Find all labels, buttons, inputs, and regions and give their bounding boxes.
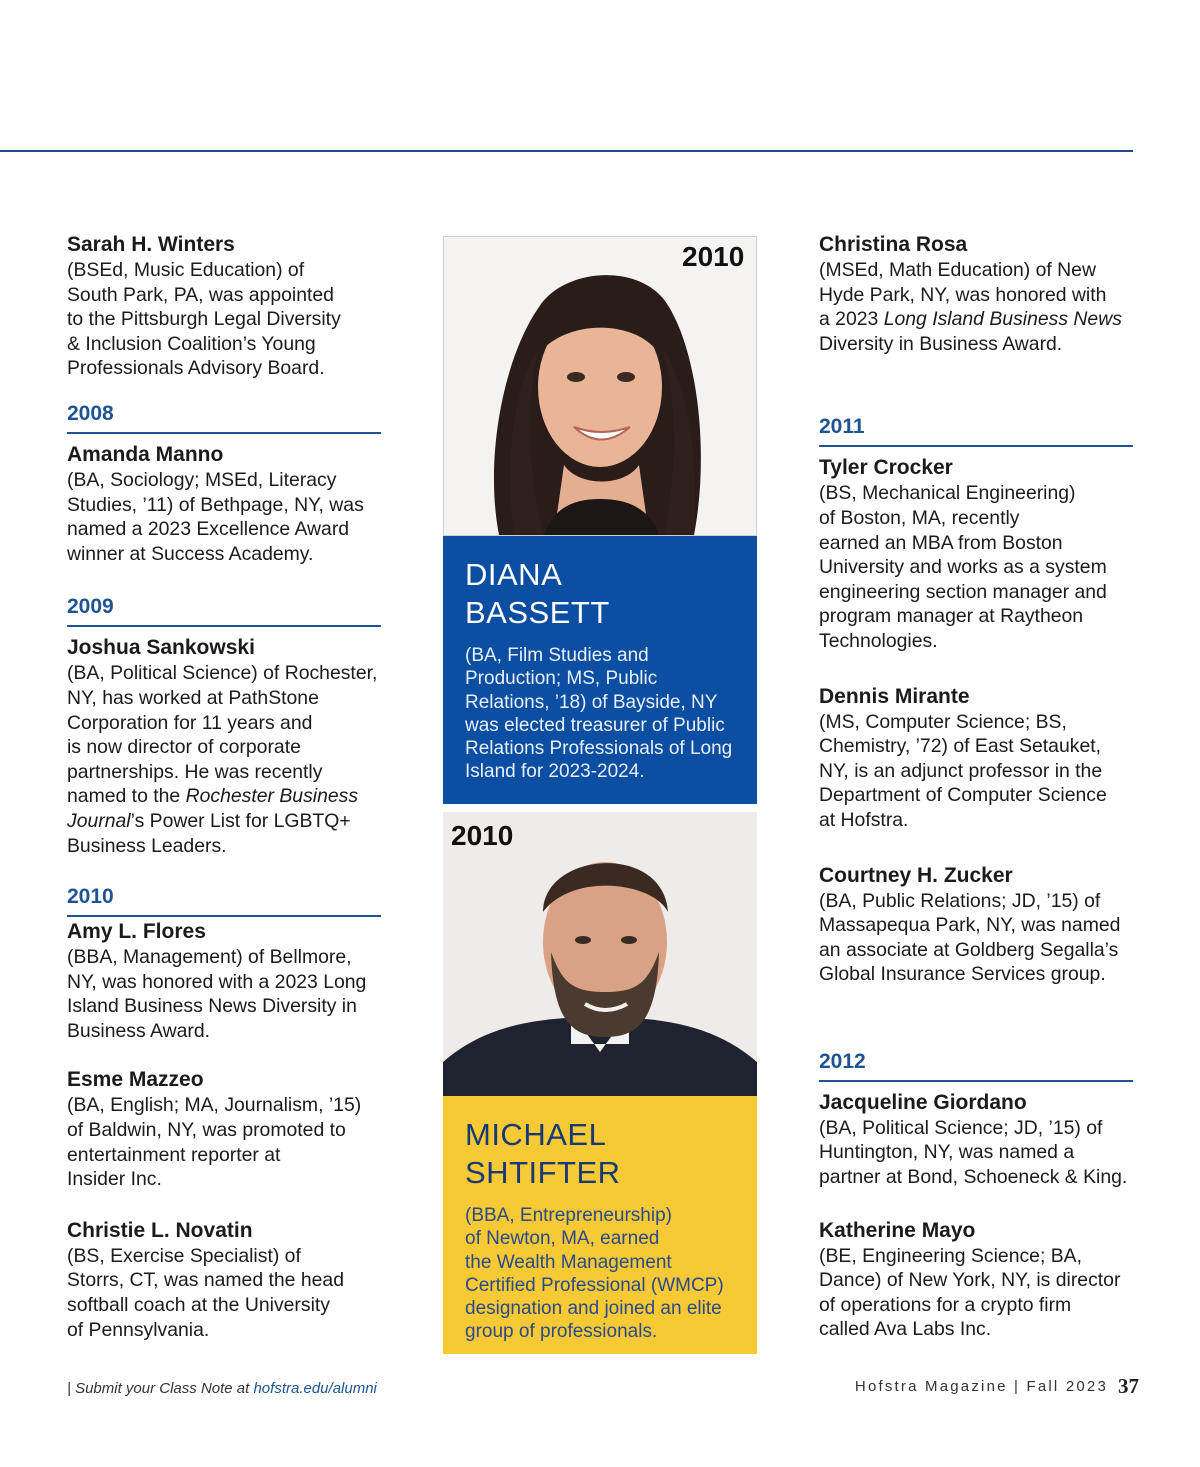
alumni-name: Christie L. Novatin [67, 1218, 253, 1242]
feature-note: (BBA, Entrepreneurship) of Newton, MA, earned the Wealth Management Certified Professional (WMCP) designation and joined an elite group of professionals. [465, 1205, 724, 1343]
alumni-link[interactable]: hofstra.edu/alumni [253, 1380, 377, 1397]
michael-shtifter-panel [443, 1096, 757, 1354]
note-text: Diversity in Business Award. [819, 332, 1063, 355]
class-note-entry [67, 635, 383, 858]
class-note-entry [67, 919, 383, 1043]
portrait-illustration [444, 237, 756, 535]
note-text: ’s Power List for LGBTQ+ Business Leaders. [67, 809, 351, 857]
year-heading: 2010 [67, 884, 381, 917]
alumni-name: Sarah H. Winters [67, 233, 235, 256]
alumni-note: (BS, Mechanical Engineering) of Boston, MA, recently earned an MBA from Boston University and works as a system engineering section manager and program manager at Raytheon Technologies. [819, 482, 1107, 652]
alumni-note: (BA, Political Science; JD, ’15) of Huntington, NY, was named a partner at Bond, Schoeneck & King. [819, 1116, 1128, 1189]
class-note-entry [67, 442, 383, 566]
diana-bassett-panel [443, 536, 757, 804]
publication-title: Long Island Business News [883, 308, 1122, 331]
alumni-note: (BE, Engineering Science; BA, Dance) of New York, NY, is director of operations for a crypto firm called Ava Labs Inc. [819, 1244, 1121, 1341]
alumni-note: (BS, Exercise Specialist) of Storrs, CT, was named the head softball coach at the University of Pennsylvania. [67, 1244, 344, 1341]
feature-note: (BA, Film Studies and Production; MS, Public Relations, ’18) of Bayside, NY was elected treasurer of Public Relations Professionals of Long Island for 2023-2024. [465, 645, 733, 783]
photo-year-label: 2010 [451, 820, 514, 851]
alumni-name: Jacqueline Giordano [819, 1090, 1027, 1114]
class-note-entry [67, 232, 383, 381]
class-note-entry [819, 1090, 1135, 1190]
alumni-name: Katherine Mayo [819, 1218, 976, 1242]
note-text: (BA, Political Science) of Rochester, NY, has worked at PathStone Corporation for 11 years and is now director of corporate partnerships. He was recently named to the [67, 662, 378, 808]
header-rule [0, 150, 1133, 152]
alumni-note: (BSEd, Music Education) of South Park, PA, was appointed to the Pittsburgh Legal Diversity & Inclusion Coalition’s Young Professionals Advisory Board. [67, 259, 341, 380]
portrait-illustration [443, 812, 757, 1096]
class-note-entry [819, 1218, 1135, 1342]
year-heading: 2008 [67, 401, 381, 434]
feature-name: MICHAEL SHTIFTER [465, 1117, 621, 1190]
year-heading: 2011 [819, 414, 1133, 447]
alumni-name: Dennis Mirante [819, 684, 970, 708]
class-note-entry [819, 232, 1135, 356]
alumni-note: (BA, Sociology; MSEd, Literacy Studies, ’11) of Bethpage, NY, was named a 2023 Excellence Award winner at Success Academy. [67, 468, 364, 565]
year-heading: 2012 [819, 1049, 1133, 1082]
alumni-note: (BA, Public Relations; JD, ’15) of Massapequa Park, NY, was named an associate at Goldberg Segalla’s Global Insurance Services group. [819, 889, 1121, 986]
alumni-note: (BBA, Management) of Bellmore, NY, was honored with a 2023 Long Island Business News Diversity in Business Award. [67, 946, 367, 1042]
page-number: 37 [1118, 1374, 1139, 1398]
feature-name: DIANA BASSETT [465, 557, 610, 630]
alumni-name: Amanda Manno [67, 442, 224, 466]
alumni-note: (MS, Computer Science; BS, Chemistry, ’72) of East Setauket, NY, is an adjunct professor in the Department of Computer Science at Hofstra. [819, 710, 1107, 831]
class-note-entry [67, 1067, 383, 1191]
class-note-entry [67, 1218, 383, 1342]
alumni-name: Esme Mazzeo [67, 1068, 204, 1092]
michael-shtifter-photo [443, 812, 757, 1096]
alumni-note [67, 661, 383, 858]
submit-prefix: | Submit your Class Note at [67, 1380, 254, 1397]
diana-bassett-photo [443, 236, 757, 536]
alumni-note [819, 258, 1135, 356]
left-column [67, 232, 383, 1342]
alumni-note: (BA, English; MA, Journalism, ’15) of Baldwin, NY, was promoted to entertainment reporter at Insider Inc. [67, 1094, 362, 1191]
class-note-entry [819, 684, 1135, 833]
publication-title: Rochester Business [185, 785, 359, 808]
alumni-name: Joshua Sankowski [67, 636, 255, 660]
right-column [819, 232, 1135, 1342]
alumni-name: Tyler Crocker [819, 456, 953, 480]
alumni-name: Christina Rosa [819, 233, 968, 256]
publication-title: Journal [67, 809, 131, 832]
magazine-issue: Hofstra Magazine | Fall 2023 [854, 1378, 1108, 1395]
note-text: (MSEd, Math Education) of New Hyde Park, NY, was honored with a 2023 [819, 259, 1107, 331]
alumni-name: Amy L. Flores [67, 920, 206, 944]
class-note-entry [819, 863, 1135, 987]
year-heading: 2009 [67, 594, 381, 627]
alumni-name: Courtney H. Zucker [819, 863, 1013, 887]
class-note-entry [819, 455, 1135, 653]
photo-year-label: 2010 [682, 241, 745, 272]
submit-class-note [67, 1380, 377, 1397]
